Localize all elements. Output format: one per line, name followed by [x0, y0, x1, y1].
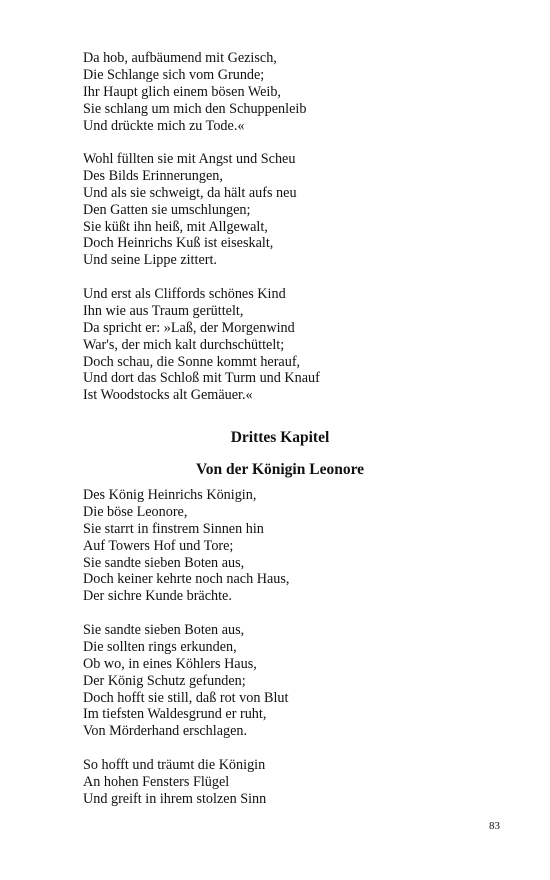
poem-line: Im tiefsten Waldesgrund er ruht, [83, 706, 267, 723]
poem-line: Da spricht er: »Laß, der Morgenwind [83, 319, 295, 336]
poem-line: Und greift in ihrem stolzen Sinn [83, 790, 267, 807]
poem-line: Die Schlange sich vom Grunde; [83, 66, 265, 83]
stanza [83, 487, 289, 605]
poem-line: Auf Towers Hof und Tore; [83, 537, 234, 554]
poem-line: Sie starrt in finstrem Sinnen hin [83, 520, 264, 537]
stanza [83, 757, 266, 808]
poem-line: Sie küßt ihn heiß, mit Allgewalt, [83, 218, 268, 235]
poem-line: So hofft und träumt die Königin [83, 757, 266, 773]
poem-line: Doch Heinrichs Kuß ist eiseskalt, [83, 235, 274, 252]
poem-line: Doch keiner kehrte noch nach Haus, [83, 571, 290, 588]
poem-line: Und drückte mich zu Tode.« [83, 117, 245, 134]
poem-line: Sie sandte sieben Boten aus, [83, 622, 245, 638]
poem-line: Ihr Haupt glich einem bösen Weib, [83, 83, 281, 100]
stanza [83, 622, 288, 740]
poem-line: Ob wo, in eines Köhlers Haus, [83, 655, 257, 672]
poem-line: War's, der mich kalt durchschüttelt; [83, 336, 285, 353]
chapter-heading: Drittes Kapitel [230, 429, 330, 446]
poem-line: Ist Woodstocks alt Gemäuer.« [83, 387, 253, 404]
poem-line: Und als sie schweigt, da hält aufs neu [83, 184, 297, 201]
poem-line: Den Gatten sie umschlungen; [83, 201, 251, 218]
poem-line: An hohen Fensters Flügel [83, 773, 230, 790]
poem-line: Des Bilds Erinnerungen, [83, 167, 223, 184]
poem-line: Ihn wie aus Traum gerüttelt, [83, 302, 244, 319]
poem-line: Und erst als Cliffords schönes Kind [83, 286, 286, 302]
poem-line: Des König Heinrichs Königin, [83, 487, 257, 503]
poem-line: Sie sandte sieben Boten aus, [83, 554, 245, 571]
chapter-title: Von der Königin Leonore [195, 461, 365, 478]
stanza [83, 50, 306, 134]
poem-line: Doch schau, die Sonne kommt herauf, [83, 353, 301, 370]
poem-line: Und seine Lippe zittert. [83, 252, 217, 269]
poem-line: Der König Schutz gefunden; [83, 672, 246, 689]
poem-line: Sie schlang um mich den Schuppenleib [83, 100, 307, 117]
stanza [83, 286, 320, 404]
stanza [83, 151, 297, 269]
poem-line: Die böse Leonore, [83, 503, 188, 520]
poem-line: Die sollten rings erkunden, [83, 638, 237, 655]
poem-line: Da hob, aufbäumend mit Gezisch, [83, 50, 277, 66]
poem-line: Der sichre Kunde brächte. [83, 588, 232, 605]
page-number: 83 [489, 820, 500, 832]
poem-line: Und dort das Schloß mit Turm und Knauf [83, 370, 320, 387]
poem-line: Von Mörderhand erschlagen. [83, 723, 248, 740]
poem-line: Wohl füllten sie mit Angst und Scheu [83, 151, 296, 167]
poem-line: Doch hofft sie still, daß rot von Blut [83, 689, 289, 706]
